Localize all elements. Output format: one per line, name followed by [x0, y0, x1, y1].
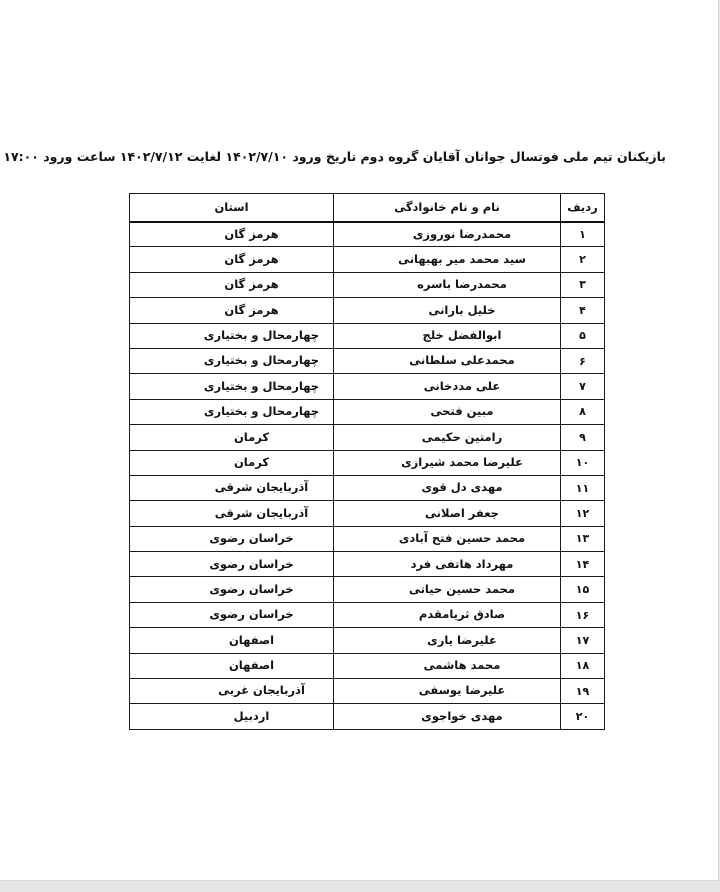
row-number-cell: ۴ [561, 298, 605, 323]
full-name-cell: مهدی دل قوی [334, 475, 561, 500]
row-number-cell: ۱۹ [561, 679, 605, 704]
row-number-cell: ۱۲ [561, 501, 605, 526]
full-name-cell: محمدعلی سلطانی [334, 348, 561, 373]
province-cell: هرمز گان [130, 222, 334, 247]
table-row [130, 602, 605, 627]
table-row [130, 272, 605, 297]
full-name-cell: محمدرضا باسره [334, 272, 561, 297]
row-number-cell: ۱۵ [561, 577, 605, 602]
row-number-cell: ۱۰ [561, 450, 605, 475]
document-title: بازیکنان تیم ملی فوتسال جوانان آقایان گروه دوم تاریخ ورود ۱۴۰۲/۷/۱۰ لغایت ۱۴۰۲/۷/۱۲ ساعت ورود ۱۷:۰۰ [3, 149, 666, 164]
table-body [130, 222, 605, 730]
table-row [130, 374, 605, 399]
full-name-cell: مبین فتحی [334, 399, 561, 424]
table-row [130, 298, 605, 323]
province-cell: خراسان رضوی [130, 577, 334, 602]
province-cell: خراسان رضوی [130, 552, 334, 577]
table-row [130, 399, 605, 424]
province-cell: آذربایجان شرقی [130, 501, 334, 526]
header-row-number: ردیف [561, 194, 605, 222]
header-province: استان [130, 194, 334, 222]
table-row [130, 653, 605, 678]
row-number-cell: ۷ [561, 374, 605, 399]
table-row [130, 450, 605, 475]
province-cell: اردبیل [130, 704, 334, 730]
row-number-cell: ۱۱ [561, 475, 605, 500]
province-cell: چهارمحال و بختیاری [130, 374, 334, 399]
row-number-cell: ۲۰ [561, 704, 605, 730]
full-name-cell: محمد حسین حیاتی [334, 577, 561, 602]
header-full-name: نام و نام خانوادگی [334, 194, 561, 222]
row-number-cell: ۱۶ [561, 602, 605, 627]
table-row [130, 526, 605, 551]
table-row [130, 222, 605, 247]
row-number-cell: ۱۴ [561, 552, 605, 577]
province-cell: کرمان [130, 450, 334, 475]
full-name-cell: جعفر اصلانی [334, 501, 561, 526]
table-row [130, 679, 605, 704]
province-cell: هرمز گان [130, 247, 334, 272]
row-number-cell: ۱۷ [561, 628, 605, 653]
province-cell: آذربایجان شرقی [130, 475, 334, 500]
table-row [130, 628, 605, 653]
full-name-cell: علیرضا محمد شیرازی [334, 450, 561, 475]
province-cell: آذربایجان غربی [130, 679, 334, 704]
row-number-cell: ۵ [561, 323, 605, 348]
full-name-cell: رامتین حکیمی [334, 425, 561, 450]
row-number-cell: ۱ [561, 222, 605, 247]
full-name-cell: محمدرضا نوروزی [334, 222, 561, 247]
table-row [130, 323, 605, 348]
table-row [130, 501, 605, 526]
province-cell: اصفهان [130, 653, 334, 678]
table-row [130, 247, 605, 272]
full-name-cell: محمد هاشمی [334, 653, 561, 678]
table-row [130, 348, 605, 373]
full-name-cell: علیرضا یاری [334, 628, 561, 653]
full-name-cell: صادق ثریامقدم [334, 602, 561, 627]
row-number-cell: ۶ [561, 348, 605, 373]
full-name-cell: سید محمد میر بهبهانی [334, 247, 561, 272]
province-cell: چهارمحال و بختیاری [130, 348, 334, 373]
full-name-cell: مهرداد هاتفی فرد [334, 552, 561, 577]
full-name-cell: خلیل بارانی [334, 298, 561, 323]
row-number-cell: ۱۳ [561, 526, 605, 551]
province-cell: هرمز گان [130, 298, 334, 323]
table-row [130, 577, 605, 602]
full-name-cell: علیرضا یوسفی [334, 679, 561, 704]
full-name-cell: محمد حسین فتح آبادی [334, 526, 561, 551]
full-name-cell: مهدی خواجوی [334, 704, 561, 730]
province-cell: چهارمحال و بختیاری [130, 323, 334, 348]
table-row [130, 552, 605, 577]
province-cell: خراسان رضوی [130, 526, 334, 551]
players-table [129, 193, 605, 730]
province-cell: کرمان [130, 425, 334, 450]
row-number-cell: ۲ [561, 247, 605, 272]
table-row [130, 704, 605, 730]
province-cell: چهارمحال و بختیاری [130, 399, 334, 424]
province-cell: خراسان رضوی [130, 602, 334, 627]
province-cell: هرمز گان [130, 272, 334, 297]
table-header-row [130, 194, 605, 222]
row-number-cell: ۸ [561, 399, 605, 424]
row-number-cell: ۹ [561, 425, 605, 450]
table-row [130, 425, 605, 450]
table-row [130, 475, 605, 500]
full-name-cell: ابوالفضل خلج [334, 323, 561, 348]
row-number-cell: ۳ [561, 272, 605, 297]
row-number-cell: ۱۸ [561, 653, 605, 678]
viewer-bottom-margin [0, 881, 720, 892]
full-name-cell: علی مددخانی [334, 374, 561, 399]
province-cell: اصفهان [130, 628, 334, 653]
